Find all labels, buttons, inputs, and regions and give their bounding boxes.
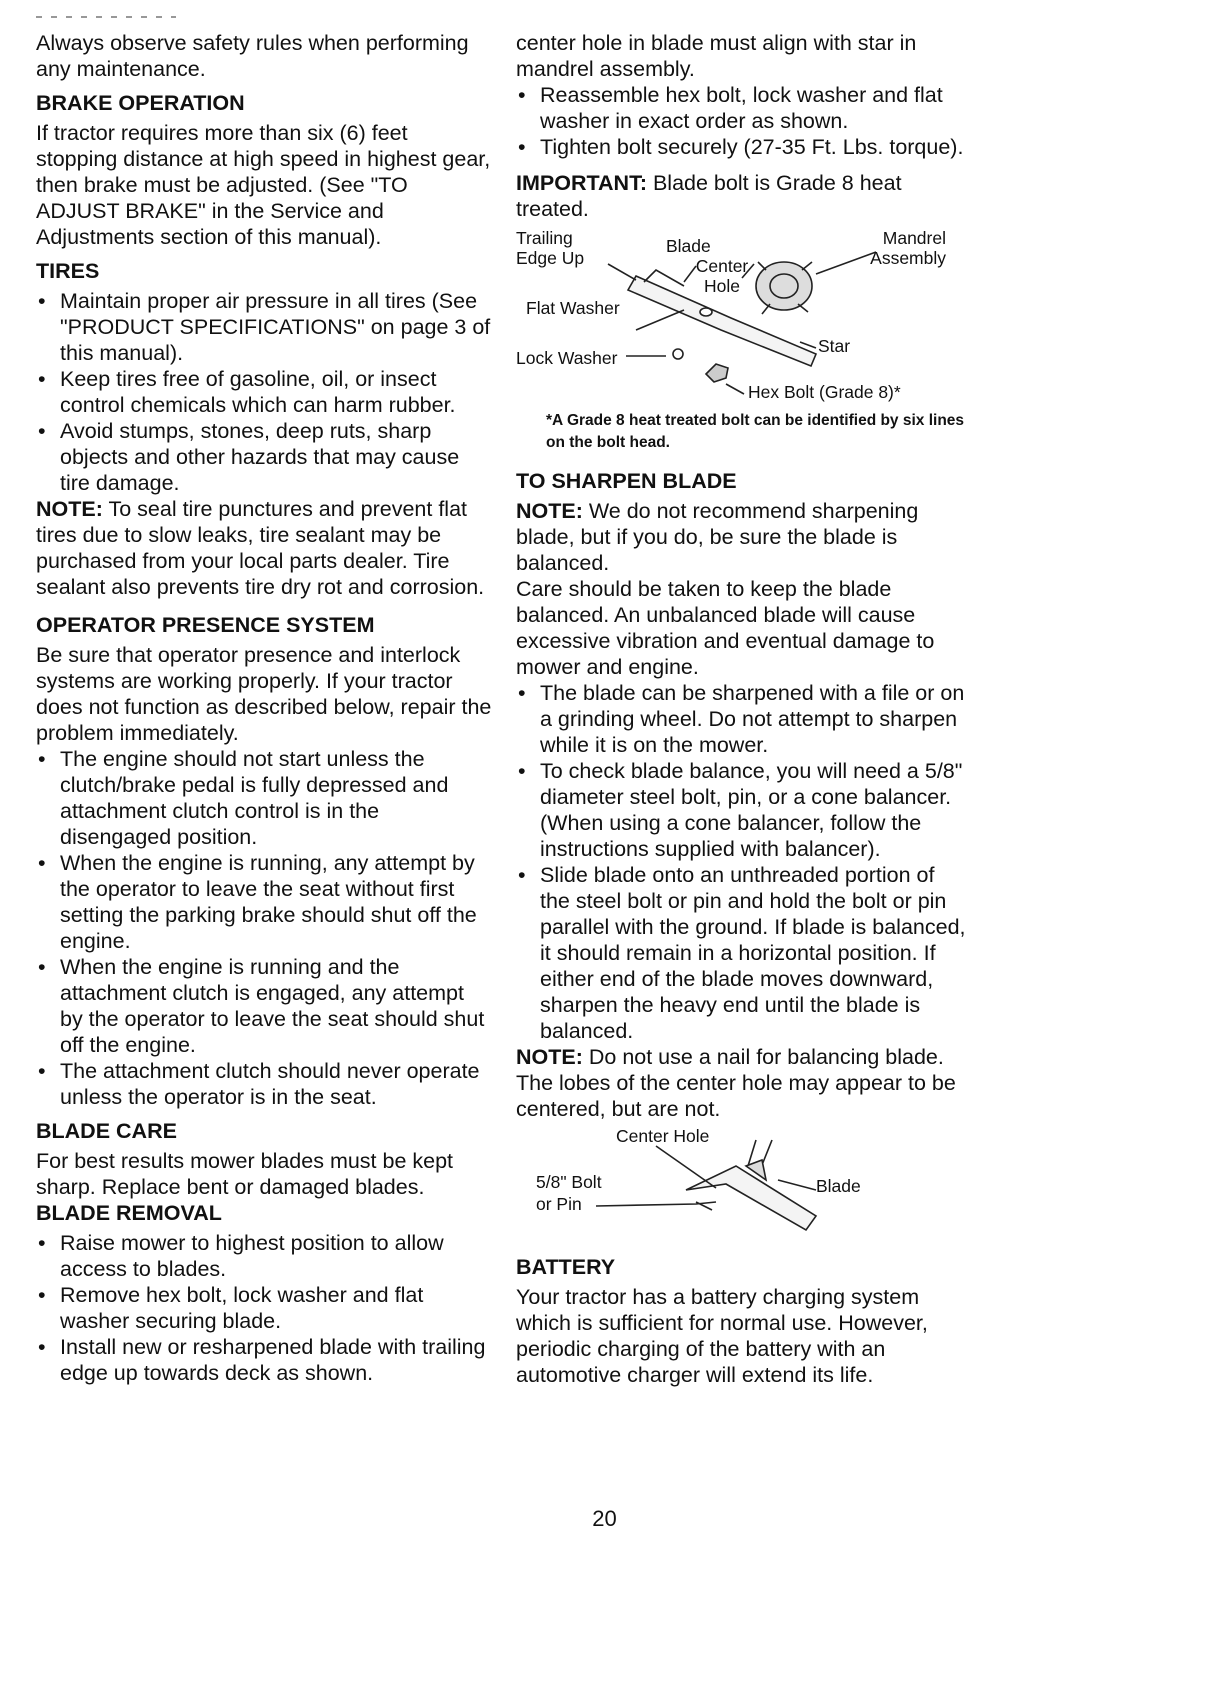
brake-heading: BRAKE OPERATION — [36, 91, 245, 115]
continued-text: center hole in blade must align with star in mandrel assembly. — [516, 31, 917, 81]
left-column — [36, 30, 492, 1386]
trailing-edge-label — [516, 228, 596, 268]
blade-care-text: For best results mower blades must be kept sharp. Replace bent or damaged blades. — [36, 1149, 454, 1199]
intro-text: Always observe safety rules when performing any maintenance. — [36, 31, 469, 81]
sharpen-note — [516, 498, 968, 576]
list-item: • The attachment clutch should never operate unless the operator is in the seat. — [36, 1058, 492, 1110]
ops-list — [36, 746, 492, 1110]
hex-bolt-label: Hex Bolt (Grade 8)* — [748, 382, 901, 402]
list-item: • When the engine is running and the attachment clutch is engaged, any attempt by the operator to leave the seat should shut off the engine. — [36, 954, 492, 1058]
tires-heading: TIRES — [36, 259, 100, 283]
reassemble-list — [516, 82, 968, 160]
list-item: • Reassemble hex bolt, lock washer and flat washer in exact order as shown. — [516, 82, 968, 134]
blade-assembly-figure — [516, 226, 968, 404]
list-item: • Tighten bolt securely (27-35 Ft. Lbs. torque). — [516, 134, 968, 160]
scan-marks — [36, 14, 176, 20]
list-item: • Maintain proper air pressure in all tires (See "PRODUCT SPECIFICATIONS" on page 3 of this manual). — [36, 288, 492, 366]
note-label: NOTE: — [516, 1045, 583, 1069]
blade-balance-figure — [516, 1126, 968, 1246]
ops-text: Be sure that operator presence and interlock systems are working properly. If your tractor does not function as described below, repair the problem immediately. — [36, 643, 492, 745]
brake-text: If tractor requires more than six (6) feet stopping distance at high speed in highest gear, then brake must be adjusted. (See "TO ADJUST BRAKE" in the Service and Adjustments section of this manual). — [36, 121, 491, 249]
list-item: • Keep tires free of gasoline, oil, or insect control chemicals which can harm rubber. — [36, 366, 492, 418]
blade-label: Blade — [816, 1176, 861, 1196]
important-note — [516, 170, 968, 222]
list-item: • To check blade balance, you will need a 5/8" diameter steel bolt, pin, or a cone balancer. (When using a cone balancer, follow the instructions supplied with balancer). — [516, 758, 968, 862]
note-text: We do not recommend sharpening blade, but if you do, be sure the blade is balanced. — [516, 499, 919, 575]
star-label: Star — [818, 336, 851, 356]
important-text: Blade bolt is Grade 8 heat treated. — [516, 171, 902, 221]
tires-list — [36, 288, 492, 496]
pin-label: or Pin — [536, 1194, 582, 1214]
list-item: • The blade can be sharpened with a file or on a grinding wheel. Do not attempt to sharpen while it is on the mower. — [516, 680, 968, 758]
mandrel-assembly-label: Mandrel Assembly — [870, 228, 946, 268]
blade-removal-heading: BLADE REMOVAL — [36, 1201, 222, 1225]
list-item: • When the engine is running, any attempt by the operator to leave the seat without first setting the parking brake should shut off the engine. — [36, 850, 492, 954]
battery-text: Your tractor has a battery charging system which is sufficient for normal use. However, periodic charging of the battery with an automotive charger will extend its life. — [516, 1285, 928, 1387]
center-hole-label: Center Hole — [616, 1126, 710, 1146]
list-item: • Install new or resharpened blade with trailing edge up towards deck as shown. — [36, 1334, 492, 1386]
bolt-label: 5/8" Bolt — [536, 1172, 602, 1192]
lock-washer-label: Lock Washer — [516, 348, 618, 368]
important-label: IMPORTANT: — [516, 171, 647, 195]
list-item: • Slide blade onto an unthreaded portion of the steel bolt or pin and hold the bolt or pin parallel with the ground. If blade is balanced, it should remain in a horizontal position. If either end of the blade moves downward, sharpen the heavy end until the blade is balanced. — [516, 862, 968, 1044]
tires-note — [36, 496, 492, 600]
sharpen-list — [516, 680, 968, 1044]
sharpen-note-2 — [516, 1044, 968, 1122]
list-item: • Avoid stumps, stones, deep ruts, sharp objects and other hazards that may cause tire damage. — [36, 418, 492, 496]
list-item: • Raise mower to highest position to allow access to blades. — [36, 1230, 492, 1282]
blade-label: Blade — [666, 236, 711, 256]
page-number: 20 — [592, 1506, 617, 1531]
list-item: • The engine should not start unless the clutch/brake pedal is fully depressed and attachment clutch control is in the disengaged position. — [36, 746, 492, 850]
label-text: Trailing Edge Up — [516, 228, 585, 268]
sharpen-text: Care should be taken to keep the blade balanced. An unbalanced blade will cause excessive vibration and eventual damage to mower and engine. — [516, 577, 935, 679]
list-item: • Remove hex bolt, lock washer and flat washer securing blade. — [36, 1282, 492, 1334]
center-hole-label: Center Hole — [695, 256, 749, 296]
ops-heading: OPERATOR PRESENCE SYSTEM — [36, 613, 375, 637]
blade-removal-list — [36, 1230, 492, 1386]
flat-washer-label: Flat Washer — [526, 298, 620, 318]
note-text: Do not use a nail for balancing blade. The lobes of the center hole may appear to be centered, but are not. — [516, 1045, 956, 1121]
sharpen-heading: TO SHARPEN BLADE — [516, 469, 737, 493]
note-label: NOTE: — [36, 497, 103, 521]
note-label: NOTE: — [516, 499, 583, 523]
battery-heading: BATTERY — [516, 1255, 616, 1279]
right-column — [516, 30, 968, 1388]
note-text: To seal tire punctures and prevent flat tires due to slow leaks, tire sealant may be purchased from your local parts dealer. Tire sealant also prevents tire dry rot and corrosion. — [36, 497, 485, 599]
blade-care-heading: BLADE CARE — [36, 1119, 177, 1143]
grade8-footnote: *A Grade 8 heat treated bolt can be identified by six lines on the bolt head. — [546, 412, 965, 451]
